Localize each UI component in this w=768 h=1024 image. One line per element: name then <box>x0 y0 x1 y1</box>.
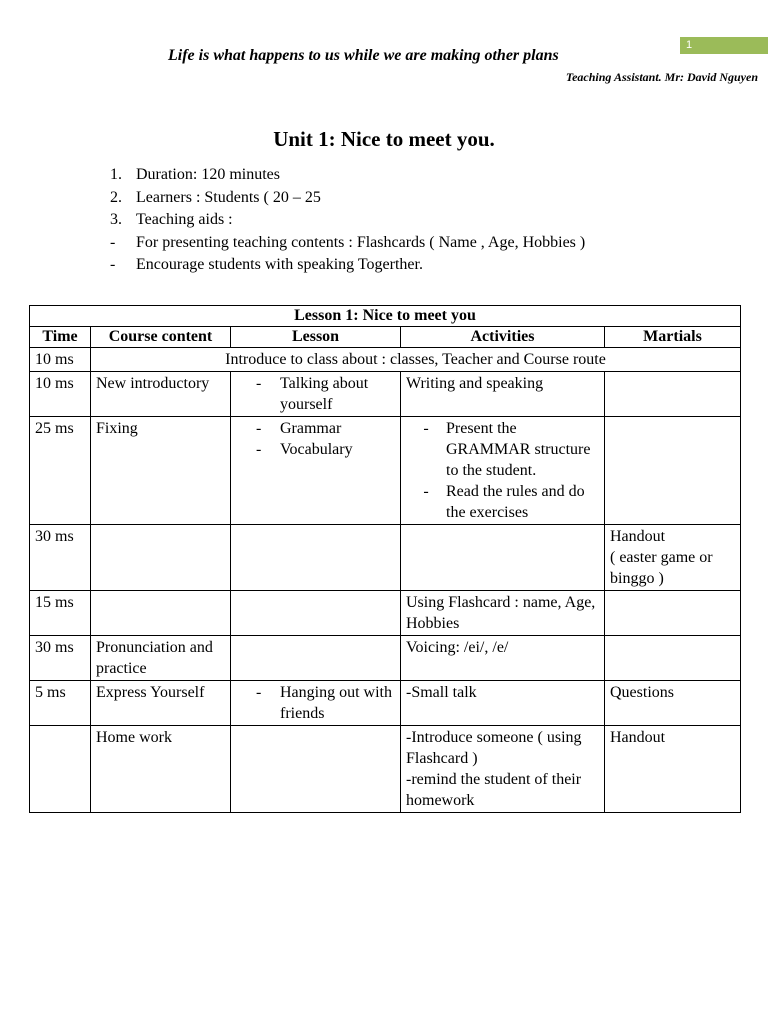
table-row <box>30 525 741 591</box>
cell-materials <box>605 372 741 417</box>
cell-time: 30 ms <box>30 525 91 591</box>
lesson-bullet: - Grammar <box>256 420 342 437</box>
table-row <box>30 636 741 681</box>
header-quote: Life is what happens to us while we are making other plans <box>168 47 559 64</box>
cell-activities <box>401 525 605 591</box>
cell-activities <box>401 636 605 681</box>
activities-text: Writing and speaking <box>406 375 544 392</box>
cell-course-content: Express Yourself <box>91 681 231 726</box>
table-title: Lesson 1: Nice to meet you <box>30 306 741 327</box>
table-row <box>30 372 741 417</box>
cell-lesson <box>231 372 401 417</box>
table-row <box>30 348 741 372</box>
bullet-dash: - <box>256 684 262 701</box>
table-row <box>30 726 741 813</box>
cell-lesson <box>231 726 401 813</box>
activities-text: Voicing: /ei/, /e/ <box>406 639 509 656</box>
info-item: - For presenting teaching contents : Flashcards ( Name , Age, Hobbies ) <box>110 233 586 251</box>
activity-bullet: - Read the rules and do the exercises <box>406 481 599 523</box>
bullet-dash: - <box>423 420 429 437</box>
cell-activities <box>401 681 605 726</box>
lesson-bullet: - Vocabulary <box>256 441 353 458</box>
cell-lesson <box>231 417 401 525</box>
cell-activities <box>401 417 605 525</box>
header-lesson: Lesson <box>231 327 401 348</box>
header-time: Time <box>30 327 91 348</box>
info-item: 1. Duration: 120 minutes <box>110 166 280 183</box>
cell-materials <box>605 591 741 636</box>
cell-activities <box>401 726 605 813</box>
cell-lesson <box>231 681 401 726</box>
header-activities: Activities <box>401 327 605 348</box>
bullet-dash: - <box>423 483 429 500</box>
cell-materials: Questions <box>605 681 741 726</box>
cell-course-content: Home work <box>91 726 231 813</box>
cell-materials: Handout ( easter game or binggo ) <box>605 525 741 591</box>
header-assistant: Teaching Assistant. Mr: David Nguyen <box>565 70 758 84</box>
table-header-row <box>30 327 741 348</box>
header-materials: Martials <box>605 327 741 348</box>
info-list <box>110 164 585 277</box>
bullet-dash: - <box>256 375 262 392</box>
cell-time <box>30 726 91 813</box>
cell-time: 10 ms <box>30 372 91 417</box>
bullet-dash: - <box>256 420 262 437</box>
cell-activities <box>401 372 605 417</box>
cell-activities <box>401 591 605 636</box>
cell-time: 25 ms <box>30 417 91 525</box>
cell-materials: Handout <box>605 726 741 813</box>
info-item: 3. Teaching aids : <box>110 211 233 229</box>
table-row <box>30 417 741 525</box>
lesson-bullet: - Talking about yourself <box>256 375 369 413</box>
activities-text: Using Flashcard : name, Age, Hobbies <box>406 594 596 632</box>
cell-course-content <box>91 525 231 591</box>
page-title: Unit 1: Nice to meet you. <box>273 127 495 151</box>
lesson-bullet: - Hanging out with friends <box>256 684 392 722</box>
cell-materials <box>605 417 741 525</box>
cell-time: 10 ms <box>30 348 91 372</box>
cell-materials <box>605 636 741 681</box>
table-row <box>30 681 741 726</box>
cell-lesson <box>231 636 401 681</box>
header-course-content: Course content <box>91 327 231 348</box>
cell-intro: Introduce to class about : classes, Teacher and Course route <box>91 348 741 372</box>
cell-lesson <box>231 525 401 591</box>
info-item: 2. Learners : Students ( 20 – 25 <box>110 188 321 206</box>
cell-course-content: New introductory <box>91 372 231 417</box>
activities-text: -Small talk <box>406 684 477 701</box>
cell-course-content <box>91 591 231 636</box>
page-number-badge: 1 <box>680 37 768 54</box>
cell-time: 30 ms <box>30 636 91 681</box>
lesson-table <box>29 305 741 813</box>
cell-lesson <box>231 591 401 636</box>
info-item: - Encourage students with speaking Togerther. <box>110 256 423 274</box>
activity-bullet: - Present the GRAMMAR structure to the student. <box>406 418 599 481</box>
table-title-row <box>30 306 741 327</box>
cell-course-content: Pronunciation and practice <box>91 636 231 681</box>
activities-text: -Introduce someone ( using Flashcard ) -remind the student of their homework <box>406 729 582 809</box>
cell-course-content: Fixing <box>91 417 231 525</box>
table-row <box>30 591 741 636</box>
cell-time: 15 ms <box>30 591 91 636</box>
bullet-dash: - <box>256 441 262 458</box>
cell-time: 5 ms <box>30 681 91 726</box>
